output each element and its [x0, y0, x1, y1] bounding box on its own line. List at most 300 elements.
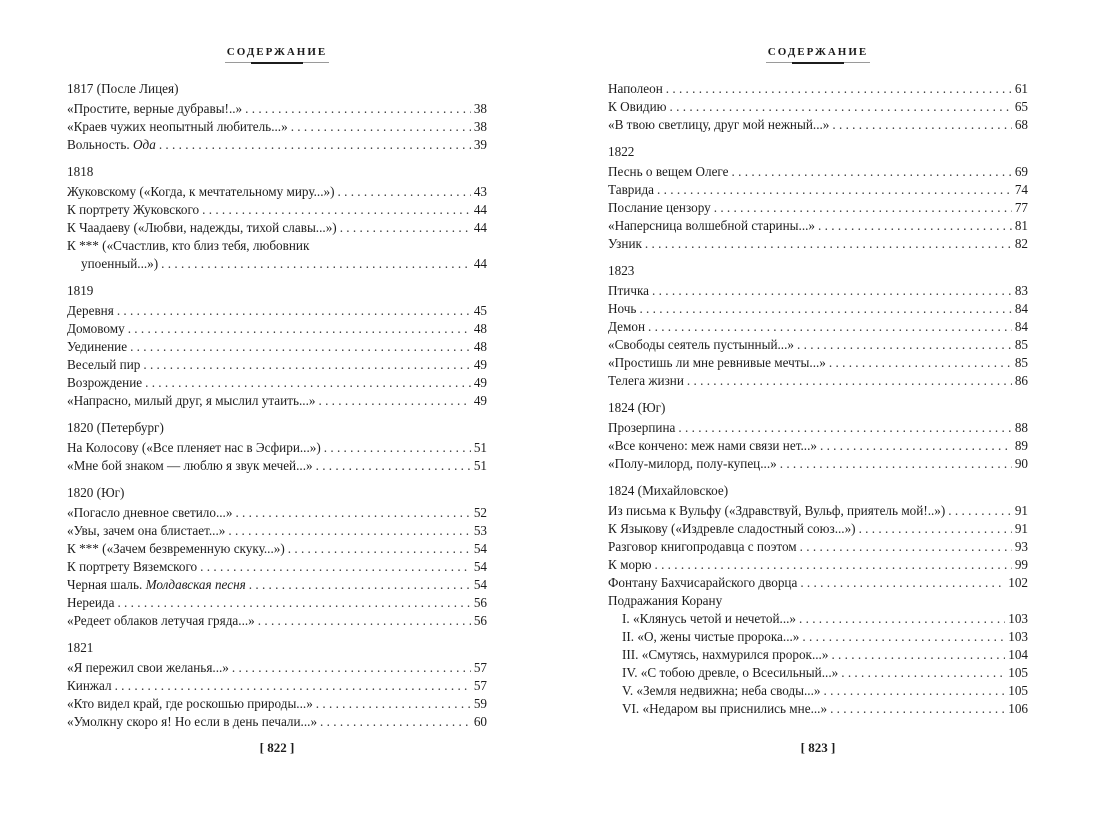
- entry-title: [67, 201, 199, 219]
- toc-entry: [608, 300, 1028, 318]
- entry-title-text: Вольность.: [67, 137, 130, 152]
- entry-page-number: 56: [473, 613, 487, 628]
- entry-page-number: 89: [1014, 438, 1028, 453]
- entry-title-text: «Мне бой знаком — люблю я звук мечей...»: [67, 458, 313, 473]
- entry-page-number: 88: [1014, 420, 1028, 435]
- table-of-contents: [67, 80, 487, 740]
- entry-page-number: 86: [1014, 373, 1028, 388]
- entry-title: [67, 695, 313, 713]
- entry-title: [622, 682, 821, 700]
- toc-entry: [608, 98, 1028, 116]
- entry-page-number: 44: [473, 256, 487, 271]
- entry-title: [608, 455, 777, 473]
- toc-section: [608, 399, 1028, 473]
- toc-entry: [608, 217, 1028, 235]
- entry-page-number: 74: [1014, 182, 1028, 197]
- dot-leader: [652, 282, 1012, 300]
- entry-title-text: К Овидию: [608, 99, 667, 114]
- entry-title: [622, 610, 796, 628]
- entry-page-number: 103: [1008, 629, 1028, 644]
- toc-entry: [67, 713, 487, 731]
- dot-leader: [732, 163, 1012, 181]
- entry-title: [67, 320, 125, 338]
- entry-title: [608, 98, 667, 116]
- entry-title: [608, 372, 684, 390]
- entry-title-text: «Редеет облаков летучая гряда...»: [67, 613, 255, 628]
- entry-title: К *** («Счастлив, кто близ тебя, любовник: [67, 238, 310, 253]
- entry-title-text: К *** («Зачем безвременную скуку...»): [67, 541, 285, 556]
- entry-title-text: К Чаадаеву («Любви, надежды, тихой славы...»): [67, 220, 337, 235]
- entry-page-number: 91: [1014, 521, 1028, 536]
- toc-entry: [608, 372, 1028, 390]
- running-head-rule: [225, 62, 329, 63]
- toc-entry: [608, 556, 1028, 574]
- entry-title-text: «Кто видел край, где роскошью природы...»: [67, 696, 313, 711]
- running-head-rule: [766, 62, 870, 63]
- entry-page-number: 77: [1014, 200, 1028, 215]
- toc-entry: [67, 439, 487, 457]
- entry-page-number: 49: [473, 375, 487, 390]
- toc-entry: [67, 237, 487, 273]
- entry-page-number: 93: [1014, 539, 1028, 554]
- section-heading: 1824 (Юг): [608, 400, 666, 415]
- entry-page-number: 105: [1008, 683, 1028, 698]
- dot-leader: [161, 255, 471, 273]
- entry-title-text: «Напрасно, милый друг, я мыслил утаить...»: [67, 393, 316, 408]
- toc-section: [67, 282, 487, 410]
- dot-leader: [115, 677, 471, 695]
- entry-page-number: 51: [473, 440, 487, 455]
- entry-page-number: 105: [1008, 665, 1028, 680]
- toc-section: [67, 419, 487, 475]
- entry-title-text: I. «Клянусь четой и нечетой...»: [622, 611, 797, 626]
- toc-section: [608, 262, 1028, 390]
- entry-title-text: Кинжал: [67, 678, 112, 693]
- entry-page-number: 106: [1008, 701, 1028, 716]
- entry-page-number: 69: [1014, 164, 1028, 179]
- entry-title-text: III. «Смутясь, нахмурился пророк...»: [622, 647, 829, 662]
- entry-page-number: 59: [473, 696, 487, 711]
- entry-title-text: Демон: [608, 319, 646, 334]
- dot-leader: [780, 455, 1012, 473]
- toc-entry: [67, 558, 487, 576]
- dot-leader: [797, 336, 1012, 354]
- toc-entry: [608, 437, 1028, 455]
- section-heading: 1817 (После Лицея): [67, 81, 179, 96]
- toc-entry: [67, 659, 487, 677]
- entry-title: [67, 136, 156, 154]
- dot-leader: [288, 540, 471, 558]
- dot-leader: [117, 302, 471, 320]
- dot-leader: [200, 558, 471, 576]
- dot-leader: [159, 136, 471, 154]
- toc-entry: [67, 219, 487, 237]
- entry-page-number: 104: [1008, 647, 1028, 662]
- entry-page-number: 45: [473, 303, 487, 318]
- entry-title-text: «Я пережил свои желанья...»: [67, 660, 229, 675]
- dot-leader: [831, 646, 1005, 664]
- entry-page-number: 49: [473, 393, 487, 408]
- entry-title-text: Птичка: [608, 283, 650, 298]
- entry-title: [608, 502, 945, 520]
- entry-page-number: 60: [473, 714, 487, 729]
- toc-entry: [67, 457, 487, 475]
- left-page: [67, 0, 487, 822]
- entry-title: [608, 116, 829, 134]
- entry-page-number: 82: [1014, 236, 1028, 251]
- entry-page-number: 103: [1008, 611, 1028, 626]
- entry-page-number: 44: [473, 220, 487, 235]
- toc-entry: [67, 677, 487, 695]
- dot-leader: [291, 118, 471, 136]
- entry-title-text: Черная шаль.: [67, 577, 143, 592]
- entry-page-number: 39: [473, 137, 487, 152]
- dot-leader: [802, 628, 1005, 646]
- entry-title-text: На Колосову («Все пленяет нас в Эсфири...»): [67, 440, 321, 455]
- dot-leader: [143, 356, 470, 374]
- toc-entry: [67, 522, 487, 540]
- entry-page-number: 49: [473, 357, 487, 372]
- entry-page-number: 57: [473, 678, 487, 693]
- entry-title: [67, 504, 232, 522]
- dot-leader: [678, 419, 1011, 437]
- entry-title: [67, 219, 337, 237]
- entry-page-number: 56: [473, 595, 487, 610]
- dot-leader: [340, 219, 471, 237]
- dot-leader: [228, 522, 470, 540]
- entry-title-text: К портрету Жуковского: [67, 202, 200, 217]
- entry-page-number: 54: [473, 541, 487, 556]
- dot-leader: [249, 576, 471, 594]
- entry-page-number: 51: [473, 458, 487, 473]
- dot-leader: [670, 98, 1012, 116]
- dot-leader: [318, 392, 470, 410]
- toc-entry: [608, 592, 1028, 610]
- entry-title-text: Деревня: [67, 303, 114, 318]
- toc-entry: [608, 664, 1028, 682]
- entry-title: [67, 659, 229, 677]
- entry-page-number: 44: [473, 202, 487, 217]
- section-heading: 1822: [608, 144, 635, 159]
- right-page: [608, 0, 1028, 822]
- toc-entry: [67, 504, 487, 522]
- entry-title: [608, 354, 826, 372]
- toc-entry: [67, 183, 487, 201]
- entry-title: [608, 163, 729, 181]
- section-heading: 1821: [67, 640, 94, 655]
- entry-title: [67, 713, 317, 731]
- dot-leader: [666, 80, 1012, 98]
- entry-title: [67, 576, 246, 594]
- dot-leader: [832, 116, 1011, 134]
- toc-entry: [67, 540, 487, 558]
- entry-page-number: 85: [1014, 355, 1028, 370]
- dot-leader: [338, 183, 471, 201]
- toc-entry: [67, 338, 487, 356]
- dot-leader: [128, 320, 471, 338]
- dot-leader: [948, 502, 1012, 520]
- entry-title-text: Фонтану Бахчисарайского дворца: [608, 575, 798, 590]
- entry-title-text: Наполеон: [608, 81, 663, 96]
- toc-entry: [608, 574, 1028, 592]
- entry-title-continuation: [67, 255, 487, 273]
- entry-title-text: Подражания Корану: [608, 593, 723, 608]
- entry-title-text: К морю: [608, 557, 652, 572]
- entry-title-text: «В твою светлицу, друг мой нежный...»: [608, 117, 830, 132]
- toc-entry: [608, 354, 1028, 372]
- entry-page-number: 85: [1014, 337, 1028, 352]
- entry-title-cont: упоенный...»): [81, 256, 159, 271]
- entry-title-text: Узник: [608, 236, 642, 251]
- toc-entry: [67, 695, 487, 713]
- toc-entry: [608, 682, 1028, 700]
- section-heading: 1820 (Юг): [67, 485, 125, 500]
- entry-title: [608, 217, 815, 235]
- toc-entry: [67, 320, 487, 338]
- toc-section: [67, 163, 487, 273]
- dot-leader: [232, 659, 471, 677]
- toc-entry: [67, 100, 487, 118]
- dot-leader: [235, 504, 470, 522]
- entry-title: [608, 593, 722, 608]
- entry-page-number: 61: [1014, 81, 1028, 96]
- toc-entry: [608, 80, 1028, 98]
- dot-leader: [818, 217, 1012, 235]
- entry-title: [608, 282, 649, 300]
- dot-leader: [841, 664, 1005, 682]
- toc-entry: [608, 282, 1028, 300]
- entry-page-number: 57: [473, 660, 487, 675]
- entry-title-text: «Увы, зачем она блистает...»: [67, 523, 226, 538]
- toc-entry: [67, 302, 487, 320]
- dot-leader: [859, 520, 1012, 538]
- entry-title: [608, 300, 636, 318]
- entry-title-text: VI. «Недаром вы приснились мне...»: [622, 701, 828, 716]
- entry-title-text: Из письма к Вульфу («Здравствуй, Вульф, приятель мой!..»): [608, 503, 946, 518]
- section-heading: 1819: [67, 283, 94, 298]
- running-head: [608, 46, 1028, 63]
- toc-entry: [67, 356, 487, 374]
- entry-title: [67, 522, 225, 540]
- toc-entry: [608, 646, 1028, 664]
- toc-entry: [608, 419, 1028, 437]
- dot-leader: [245, 100, 471, 118]
- entry-title-text: Домовому: [67, 321, 125, 336]
- dot-leader: [687, 372, 1012, 390]
- entry-title-text: К Языкову («Издревле сладостный союз...»): [608, 521, 856, 536]
- entry-page-number: 84: [1014, 319, 1028, 334]
- entry-title: [67, 302, 114, 320]
- entry-title-text: Прозерпина: [608, 420, 676, 435]
- dot-leader: [324, 439, 471, 457]
- entry-title: [608, 80, 663, 98]
- entry-title-text: Песнь о вещем Олеге: [608, 164, 729, 179]
- toc-entry: [608, 235, 1028, 253]
- toc-entry: [608, 520, 1028, 538]
- entry-title: [608, 556, 651, 574]
- dot-leader: [316, 457, 471, 475]
- entry-title: [67, 118, 288, 136]
- entry-title-text: Послание цензору: [608, 200, 711, 215]
- entry-title-text: II. «О, жены чистые пророка...»: [622, 629, 800, 644]
- section-heading: 1824 (Михайловское): [608, 483, 729, 498]
- entry-title-text: «Краев чужих неопытный любитель...»: [67, 119, 288, 134]
- entry-page-number: 90: [1014, 456, 1028, 471]
- dot-leader: [800, 538, 1012, 556]
- dot-leader: [117, 594, 470, 612]
- entry-page-number: 52: [473, 505, 487, 520]
- dot-leader: [258, 612, 471, 630]
- running-head: [67, 46, 487, 63]
- entry-title: [608, 538, 797, 556]
- entry-title-genre: Молдавская песня: [145, 577, 246, 592]
- page-number: [ 822 ]: [259, 740, 295, 755]
- section-heading: 1820 (Петербург): [67, 420, 164, 435]
- entry-page-number: 84: [1014, 301, 1028, 316]
- dot-leader: [145, 374, 471, 392]
- toc-entry: [608, 502, 1028, 520]
- entry-title-text: Уединение: [67, 339, 128, 354]
- entry-page-number: 38: [473, 119, 487, 134]
- dot-leader: [130, 338, 471, 356]
- entry-title-text: Жуковскому («Когда, к мечтательному миру...»): [67, 184, 335, 199]
- dot-leader: [316, 695, 471, 713]
- toc-entry: [608, 610, 1028, 628]
- entry-page-number: 54: [473, 559, 487, 574]
- toc-section: [67, 639, 487, 731]
- entry-title: [608, 574, 797, 592]
- dot-leader: [799, 610, 1005, 628]
- entry-title-text: Разговор книгопродавца с поэтом: [608, 539, 797, 554]
- entry-title-text: «Полу-милорд, полу-купец...»: [608, 456, 777, 471]
- entry-title-text: Ночь: [608, 301, 637, 316]
- entry-title: [67, 338, 127, 356]
- dot-leader: [800, 574, 1005, 592]
- entry-title: [67, 677, 112, 695]
- entry-title: [67, 100, 242, 118]
- toc-entry: [67, 374, 487, 392]
- toc-entry: [608, 318, 1028, 336]
- toc-entry: [67, 612, 487, 630]
- dot-leader: [202, 201, 471, 219]
- section-heading: 1818: [67, 164, 94, 179]
- table-of-contents: [608, 80, 1028, 727]
- entry-title: [622, 646, 828, 664]
- toc-section: [608, 482, 1028, 718]
- entry-page-number: 48: [473, 321, 487, 336]
- entry-title: [67, 612, 255, 630]
- entry-title: [608, 235, 642, 253]
- entry-title-text: IV. «С тобою древле, о Всесильный...»: [622, 665, 839, 680]
- entry-page-number: 83: [1014, 283, 1028, 298]
- entry-title: [67, 183, 335, 201]
- dot-leader: [648, 318, 1012, 336]
- entry-title-text: Веселый пир: [67, 357, 141, 372]
- toc-entry: [67, 392, 487, 410]
- toc-entry: [67, 594, 487, 612]
- entry-title: [608, 336, 794, 354]
- toc-entry: [608, 538, 1028, 556]
- entry-title-text: Возрождение: [67, 375, 143, 390]
- entry-title: [67, 392, 315, 410]
- dot-leader: [714, 199, 1012, 217]
- page-number: [ 823 ]: [800, 740, 836, 755]
- toc-entry: [67, 136, 487, 154]
- section-heading: 1823: [608, 263, 635, 278]
- entry-title-genre: Ода: [133, 137, 156, 152]
- running-head-text: СОДЕРЖАНИЕ: [226, 46, 328, 58]
- dot-leader: [320, 713, 471, 731]
- toc-entry: [67, 118, 487, 136]
- dot-leader: [645, 235, 1012, 253]
- dot-leader: [657, 181, 1012, 199]
- entry-title-text: «Погасло дневное светило...»: [67, 505, 233, 520]
- entry-page-number: 91: [1014, 503, 1028, 518]
- dot-leader: [639, 300, 1011, 318]
- entry-title: [608, 437, 817, 455]
- entry-title: [608, 419, 675, 437]
- dot-leader: [829, 354, 1012, 372]
- entry-title-text: Таврида: [608, 182, 655, 197]
- entry-title: [622, 664, 838, 682]
- entry-title-text: Нереида: [67, 595, 115, 610]
- entry-title: [622, 700, 827, 718]
- entry-title: [67, 457, 313, 475]
- entry-title-text: «Свободы сеятель пустынный...»: [608, 337, 794, 352]
- entry-title-text: «Все кончено: меж нами связи нет...»: [608, 438, 817, 453]
- entry-title: [67, 558, 197, 576]
- dot-leader: [824, 682, 1006, 700]
- entry-title: [67, 439, 321, 457]
- entry-title: [622, 628, 799, 646]
- dot-leader: [654, 556, 1011, 574]
- entry-page-number: 38: [473, 101, 487, 116]
- entry-page-number: 102: [1008, 575, 1028, 590]
- toc-entry: [608, 336, 1028, 354]
- toc-section: [67, 80, 487, 154]
- entry-title-text: V. «Земля недвижна; неба своды...»: [622, 683, 821, 698]
- toc-entry: [608, 116, 1028, 134]
- running-head-text: СОДЕРЖАНИЕ: [767, 46, 869, 58]
- toc-entry: [608, 628, 1028, 646]
- entry-title-text: Телега жизни: [608, 373, 684, 388]
- dot-leader: [830, 700, 1005, 718]
- toc-entry: [608, 163, 1028, 181]
- entry-title: [67, 540, 285, 558]
- entry-title: [608, 199, 711, 217]
- toc-entry: [608, 199, 1028, 217]
- entry-title: [67, 356, 140, 374]
- entry-page-number: 54: [473, 577, 487, 592]
- entry-title: [608, 181, 654, 199]
- toc-section: [608, 143, 1028, 253]
- toc-entry: [608, 455, 1028, 473]
- entry-page-number: 53: [473, 523, 487, 538]
- entry-title: [608, 318, 645, 336]
- entry-title: [67, 594, 114, 612]
- entry-page-number: 68: [1014, 117, 1028, 132]
- entry-page-number: 48: [473, 339, 487, 354]
- entry-title-text: К портрету Вяземского: [67, 559, 198, 574]
- toc-section: [67, 484, 487, 630]
- toc-section: [608, 80, 1028, 134]
- dot-leader: [820, 437, 1012, 455]
- entry-page-number: 81: [1014, 218, 1028, 233]
- entry-title: [608, 520, 856, 538]
- entry-title-text: «Простишь ли мне ревнивые мечты...»: [608, 355, 826, 370]
- entry-title-text: «Простите, верные дубравы!..»: [67, 101, 243, 116]
- toc-entry: [608, 700, 1028, 718]
